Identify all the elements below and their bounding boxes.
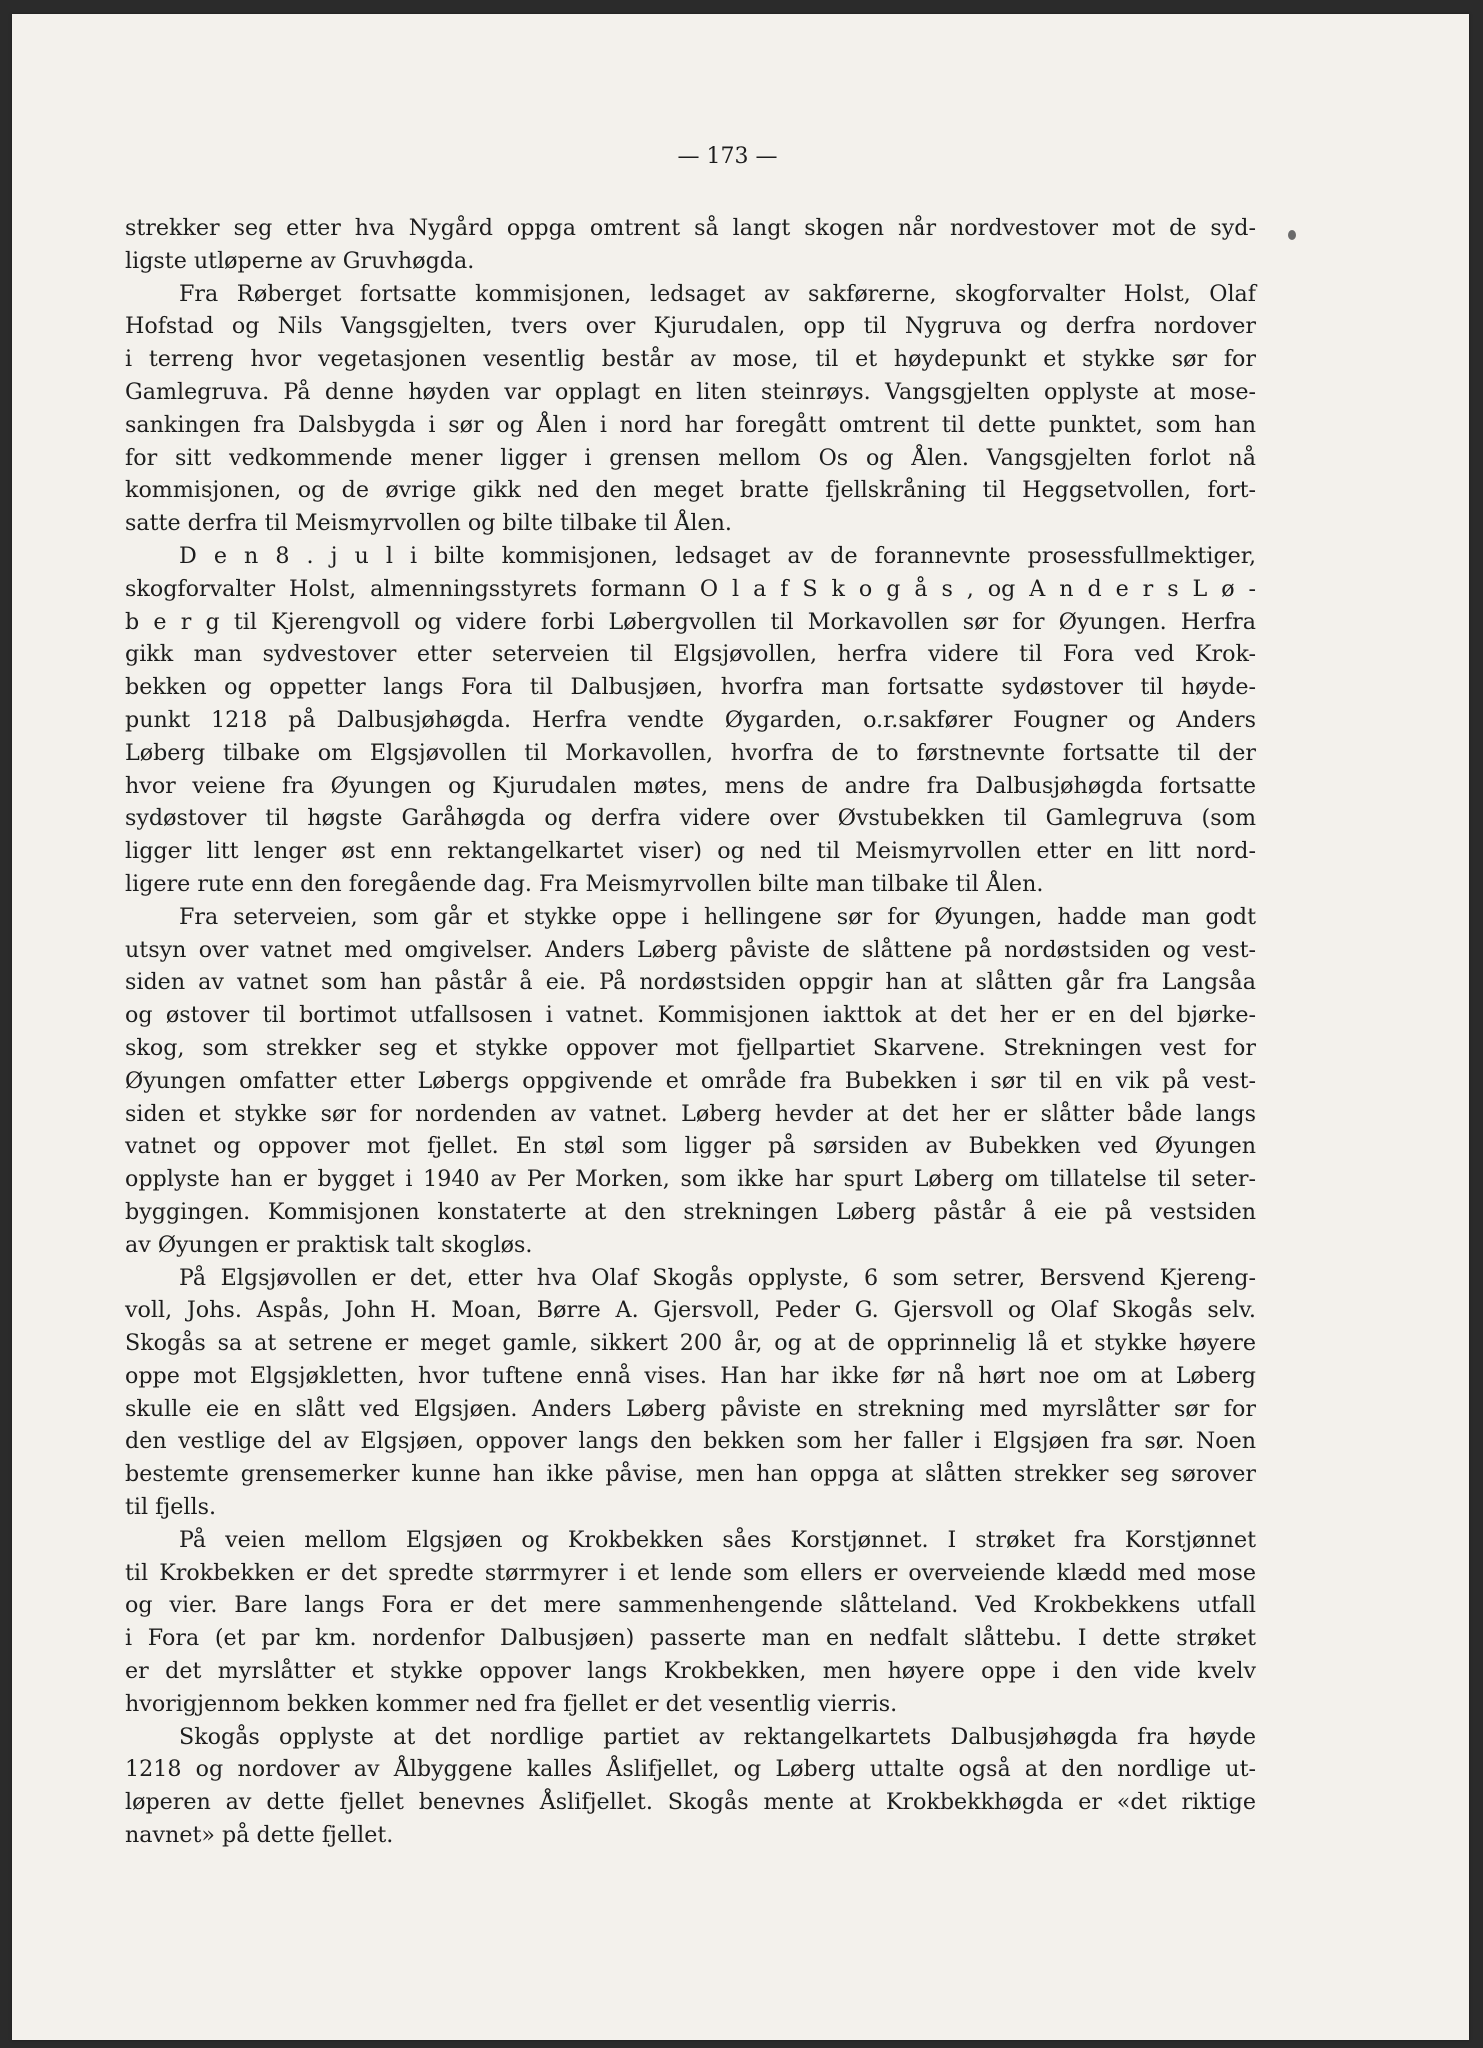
text-line: ligere rute enn den foregående dag. Fra Meismyrvollen bilte man tilbake til Ålen.	[125, 870, 1044, 897]
text-line: Løberg tilbake om Elgsjøvollen til Morkavollen, hvorfra de to førstnevnte fortsatte til der	[125, 739, 1256, 766]
ink-speck	[1288, 230, 1296, 240]
text-line: utsyn over vatnet med omgivelser. Anders Løberg påviste de slåttene på nordøstsiden og vest-	[125, 936, 1256, 963]
paragraph	[125, 212, 1256, 278]
text-line: er det myrslåtter et stykke oppover langs Krokbekken, men høyere oppe i den vide kvelv	[125, 1658, 1256, 1685]
text-line: opplyste han er bygget i 1940 av Per Morken, som ikke har spurt Løberg om tillatelse til seter-	[125, 1166, 1256, 1193]
paragraph	[125, 1721, 1256, 1852]
paragraph	[125, 1262, 1256, 1524]
paragraph	[125, 278, 1256, 540]
text-line: løperen av dette fjellet benevnes Åslifjellet. Skogås mente at Krokbekkhøgda er «det riktige	[125, 1789, 1256, 1816]
text-line: D e n 8 . j u l i bilte kommisjonen, ledsaget av de forannevnte prosessfullmektiger,	[179, 542, 1256, 569]
text-line: bekken og oppetter langs Fora til Dalbusjøen, hvorfra man fortsatte sydøstover til høyde-	[125, 674, 1256, 701]
text-line: vatnet og oppover mot fjellet. En støl som ligger på sørsiden av Bubekken ved Øyungen	[125, 1133, 1256, 1160]
text-line: siden av vatnet som han påstår å eie. På nordøstsiden oppgir han at slåtten går fra Langsåa	[125, 969, 1256, 996]
text-line: punkt 1218 på Dalbusjøhøgda. Herfra vendte Øygarden, o.r.sakfører Fougner og Anders	[125, 706, 1256, 733]
text-line: av Øyungen er praktisk talt skogløs.	[125, 1231, 533, 1258]
text-line: Fra Røberget fortsatte kommisjonen, ledsaget av sakførerne, skogforvalter Holst, Olaf	[179, 280, 1256, 307]
text-line: i terreng hvor vegetasjonen vesentlig består av mose, til et høydepunkt et stykke sør for	[125, 346, 1256, 373]
text-line: Øyungen omfatter etter Løbergs oppgivende et område fra Bubekken i sør til en vik på vest-	[125, 1067, 1256, 1094]
text-line: Hofstad og Nils Vangsgjelten, tvers over Kjurudalen, opp til Nygruva og derfra nordover	[125, 313, 1256, 340]
text-line: til fjells.	[125, 1494, 217, 1521]
text-line: ligste utløperne av Gruvhøgda.	[125, 247, 475, 274]
text-line: byggingen. Kommisjonen konstaterte at den strekningen Løberg påstår å eie på vestsiden	[125, 1198, 1256, 1225]
text-line: i Fora (et par km. nordenfor Dalbusjøen) passerte man en nedfalt slåttebu. I dette strøket	[125, 1625, 1256, 1652]
text-line: hvor veiene fra Øyungen og Kjurudalen møtes, mens de andre fra Dalbusjøhøgda fortsatte	[125, 772, 1256, 799]
text-line: På veien mellom Elgsjøen og Krokbekken såes Korstjønnet. I strøket fra Korstjønnet	[179, 1526, 1256, 1553]
text-line: til Krokbekken er det spredte størrmyrer i et lende som ellers er overveiende klædd med mose	[125, 1559, 1256, 1586]
paragraph	[125, 540, 1256, 901]
paragraph	[125, 1524, 1256, 1721]
text-line: satte derfra til Meismyrvollen og bilte tilbake til Ålen.	[125, 510, 732, 537]
text-line: oppe mot Elgsjøkletten, hvor tuftene ennå vises. Han har ikke før nå hørt noe om at Løberg	[125, 1362, 1256, 1389]
text-line: Skogås sa at setrene er meget gamle, sikkert 200 år, og at de opprinnelig lå et stykke høyere	[125, 1330, 1256, 1357]
text-line: 1218 og nordover av Ålbyggene kalles Åslifjellet, og Løberg uttalte også at den nordlige ut-	[125, 1756, 1256, 1783]
text-line: skulle eie en slått ved Elgsjøen. Anders Løberg påviste en strekning med myrslåtter sør for	[125, 1395, 1256, 1422]
text-line: På Elgsjøvollen er det, etter hva Olaf Skogås opplyste, 6 som setrer, Bersvend Kjereng-	[179, 1264, 1256, 1291]
text-line: skogforvalter Holst, almenningsstyrets formann O l a f S k o g å s , og A n d e r s L ø -	[125, 575, 1256, 602]
text-line: Gamlegruva. På denne høyden var opplagt en liten steinrøys. Vangsgjelten opplyste at mose-	[125, 378, 1256, 405]
body-text	[125, 212, 1256, 1852]
page-number: — 173 —	[677, 144, 778, 169]
text-line: Skogås opplyste at det nordlige partiet av rektangelkartets Dalbusjøhøgda fra høyde	[179, 1723, 1256, 1750]
paragraph	[125, 901, 1256, 1262]
text-line: navnet» på dette fjellet.	[125, 1822, 394, 1849]
text-line: siden et stykke sør for nordenden av vatnet. Løberg hevder at det her er slåtter både langs	[125, 1100, 1256, 1127]
text-line: og vier. Bare langs Fora er det mere sammenhengende slåtteland. Ved Krokbekkens utfall	[125, 1592, 1256, 1619]
text-line: skog, som strekker seg et stykke oppover mot fjellpartiet Skarvene. Strekningen vest for	[125, 1034, 1256, 1061]
text-line: for sitt vedkommende mener ligger i grensen mellom Os og Ålen. Vangsgjelten forlot nå	[125, 444, 1256, 471]
text-line: hvorigjennom bekken kommer ned fra fjellet er det vesentlig vierris.	[125, 1690, 898, 1717]
text-line: sydøstover til høgste Garåhøgda og derfra videre over Øvstubekken til Gamlegruva (som	[125, 805, 1256, 832]
text-line: gikk man sydvestover etter seterveien til Elgsjøvollen, herfra videre til Fora ved Krok-	[125, 641, 1256, 668]
text-line: Fra seterveien, som går et stykke oppe i hellingene sør for Øyungen, hadde man godt	[179, 903, 1256, 930]
text-line: voll, Johs. Aspås, John H. Moan, Børre A. Gjersvoll, Peder G. Gjersvoll og Olaf Skogås selv.	[125, 1297, 1256, 1324]
scanned-page	[12, 14, 1469, 2040]
text-line: og østover til bortimot utfallsosen i vatnet. Kommisjonen iakttok at det her er en del bjørke-	[125, 1002, 1256, 1029]
text-line: sankingen fra Dalsbygda i sør og Ålen i nord har foregått omtrent til dette punktet, som han	[125, 411, 1256, 438]
text-line: bestemte grensemerker kunne han ikke påvise, men han oppga at slåtten strekker seg sørover	[125, 1461, 1256, 1488]
text-line: den vestlige del av Elgsjøen, oppover langs den bekken som her faller i Elgsjøen fra sør. Noen	[125, 1428, 1256, 1455]
text-line: kommisjonen, og de øvrige gikk ned den meget bratte fjellskråning til Heggsetvollen, fort-	[125, 477, 1256, 504]
text-line: ligger litt lenger øst enn rektangelkartet viser) og ned til Meismyrvollen etter en litt nord-	[125, 838, 1256, 865]
text-line: b e r g til Kjerengvoll og videre forbi Løbergvollen til Morkavollen sør for Øyungen. Herfra	[125, 608, 1256, 635]
text-line: strekker seg etter hva Nygård oppga omtrent så langt skogen når nordvestover mot de syd-	[125, 215, 1256, 241]
